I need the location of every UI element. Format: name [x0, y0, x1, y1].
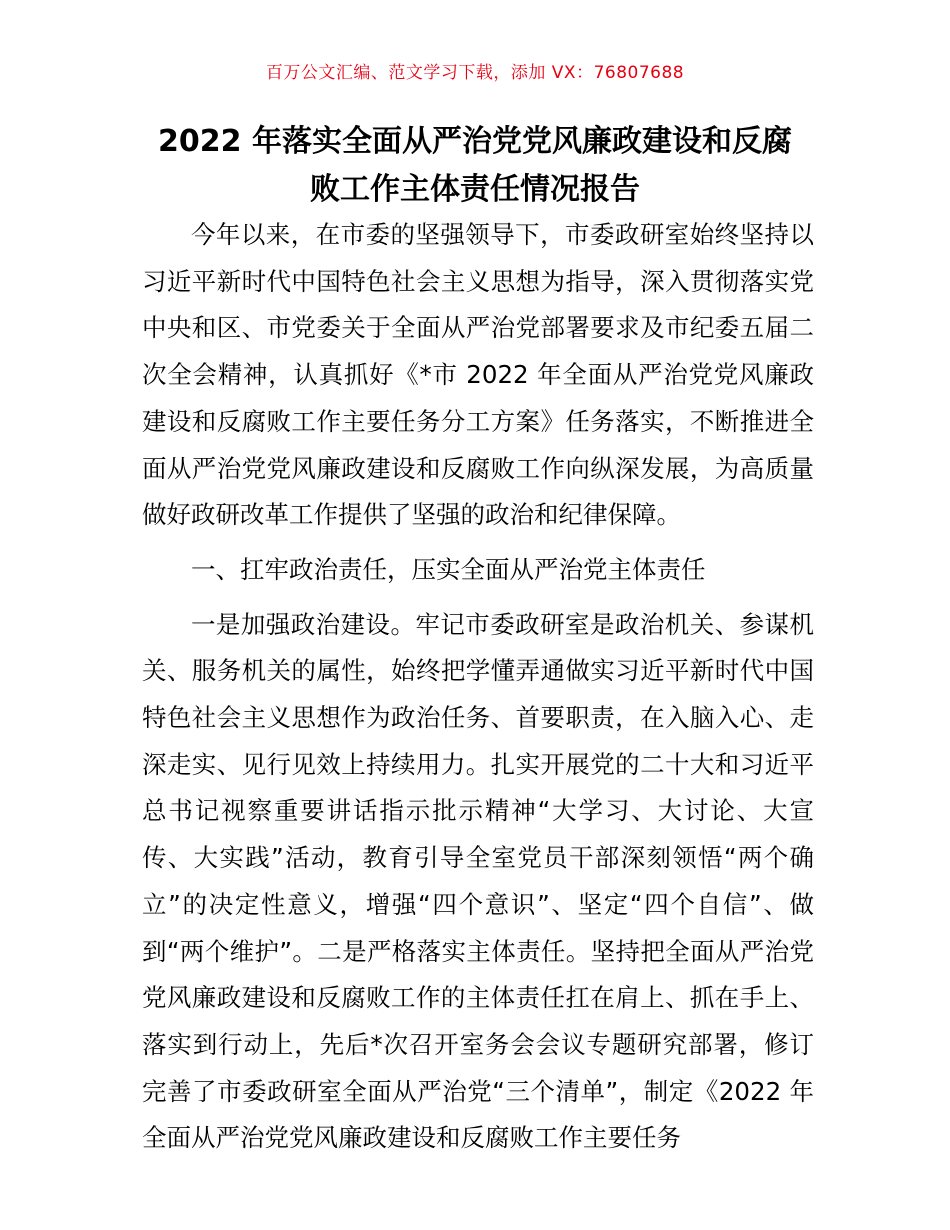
title-line-1: 2022 年落实全面从严治党党风廉政建设和反腐	[158, 124, 792, 159]
document-body	[142, 212, 814, 1162]
document-title	[100, 118, 850, 214]
promo-header: 百万公文汇编、范文学习下载，添加 VX：76807688	[265, 63, 685, 83]
section-1-paragraph: 一是加强政治建设。牢记市委政研室是政治机关、参谋机关、服务机关的属性，始终把学懂弄通做实习近平新时代中国特色社会主义思想作为政治任务、首要职责，在入脑入心、走深走实、见行见效上持续用力。扎实开展党的二十大和习近平总书记视察重要讲话指示批示精神“大学习、大讨论、大宣传、大实践”活动，教育引导全室党员干部深刻领悟“两个确立”的决定性意义，增强“四个意识”、坚定“四个自信”、做到“两个维护”。二是严格落实主体责任。坚持把全面从严治党党风廉政建设和反腐败工作的主体责任扛在肩上、抓在手上、落实到行动上，先后*次召开室务会会议专题研究部署，修订完善了市委政研室全面从严治党“三个清单”，制定《2022 年全面从严治党党风廉政建设和反腐败工作主要任务	[142, 609, 814, 1153]
section-1-heading: 一、扛牢政治责任，压实全面从严治党主体责任	[191, 554, 706, 584]
title-line-2: 败工作主体责任情况报告	[310, 172, 640, 207]
intro-paragraph: 今年以来，在市委的坚强领导下，市委政研室始终坚持以习近平新时代中国特色社会主义思想为指导，深入贯彻落实党中央和区、市党委关于全面从严治党部署要求及市纪委五届二次全会精神，认真抓好《*市 2022 年全面从严治党党风廉政建设和反腐败工作主要任务分工方案》任务落实，不断推进全面从严治党党风廉政建设和反腐败工作向纵深发展，为高质量做好政研改革工作提供了坚强的政治和纪律保障。	[142, 220, 814, 530]
